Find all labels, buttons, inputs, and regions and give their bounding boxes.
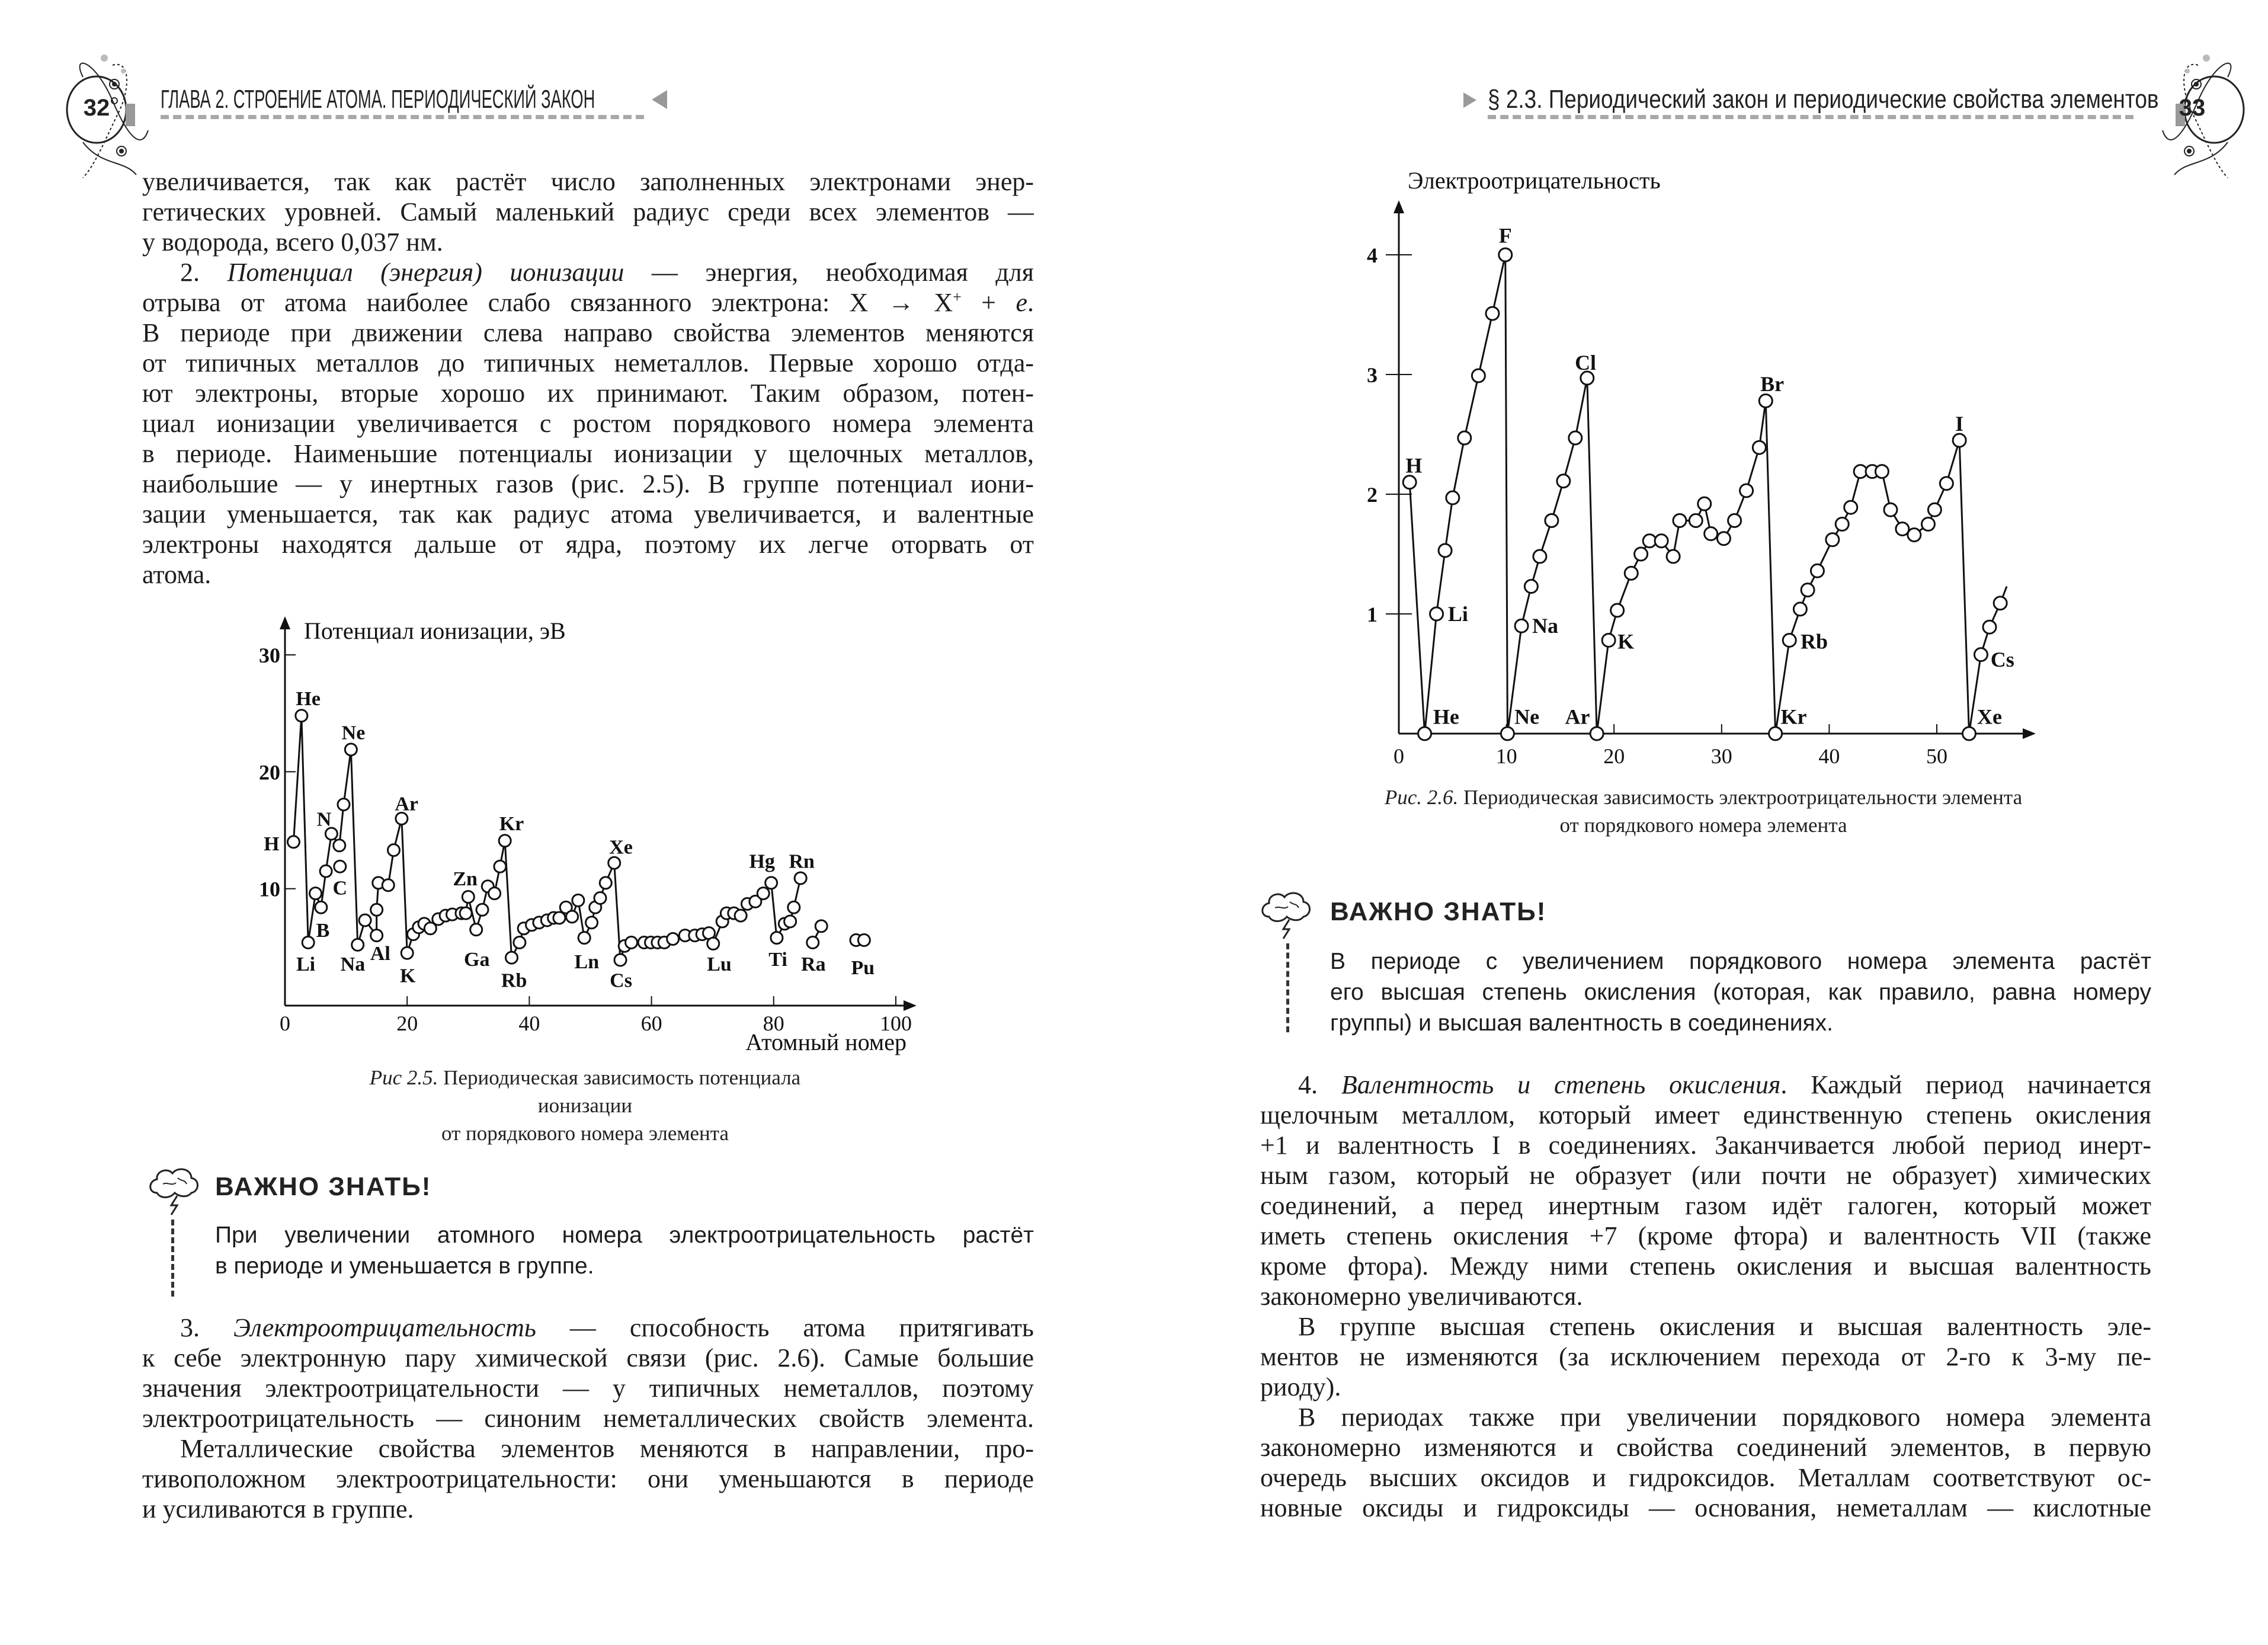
data-point bbox=[815, 920, 827, 932]
text-run: от типичных металлов до типичных неметаллов. Первые хорошо отда- bbox=[142, 348, 1034, 377]
data-point bbox=[795, 872, 806, 884]
text-run: наибольшие — у инертных газов (рис. 2.5). В группе потенциал иони- bbox=[142, 469, 1034, 498]
x-tick-label: 50 bbox=[1926, 744, 1947, 768]
element-label: H bbox=[1405, 453, 1423, 478]
x-tick-label: 0 bbox=[1394, 744, 1404, 768]
data-point bbox=[1728, 514, 1741, 527]
text-line bbox=[1260, 1281, 2151, 1311]
data-point bbox=[1533, 550, 1546, 563]
text-run: +1 и валентность I в соединениях. Заканчивается любой период инерт- bbox=[1260, 1131, 2151, 1160]
data-point bbox=[1667, 550, 1680, 563]
caption-text: Периодическая зависимость электроотрицательности элемента bbox=[1458, 786, 2023, 809]
data-point bbox=[476, 904, 488, 916]
text-run: 2. bbox=[180, 258, 228, 287]
text-line bbox=[215, 1251, 1034, 1282]
data-point bbox=[302, 936, 314, 948]
text-line bbox=[1260, 1311, 2151, 1342]
data-point bbox=[586, 917, 598, 929]
element-label: Lu bbox=[707, 953, 732, 975]
text-run: значения электроотрицательности — у типичных неметаллов, поэтому bbox=[142, 1374, 1034, 1403]
header-divider bbox=[161, 115, 644, 119]
data-point bbox=[614, 954, 626, 966]
running-head: § 2.3. Периодический закон и периодические свойства элементов bbox=[1488, 85, 2159, 114]
data-point bbox=[757, 888, 769, 900]
data-point bbox=[578, 932, 590, 944]
x-axis-arrow-icon bbox=[904, 1000, 917, 1011]
text-run: атома. bbox=[142, 560, 212, 589]
text-run: электроотрицательность — синоним неметаллических свойств элемента. bbox=[142, 1404, 1034, 1433]
text-run: . bbox=[1027, 288, 1034, 317]
data-point bbox=[1557, 475, 1570, 488]
data-point bbox=[1635, 548, 1648, 561]
data-point bbox=[626, 936, 638, 948]
important-text bbox=[215, 1220, 1034, 1282]
caption-line2: от порядкового номера элемента bbox=[1559, 814, 1847, 837]
element-label: Rn bbox=[789, 850, 815, 873]
text-line bbox=[1260, 1462, 2151, 1493]
ionization-chart bbox=[237, 593, 948, 1067]
text-line bbox=[142, 227, 1034, 257]
data-point bbox=[1962, 727, 1975, 740]
data-point bbox=[1689, 514, 1702, 527]
text-line bbox=[1330, 1008, 2151, 1039]
element-label: Li bbox=[1447, 602, 1468, 626]
text-line bbox=[1330, 977, 2151, 1008]
text-run: к себе электронную пару химической связи (рис. 2.6). Самые большие bbox=[142, 1343, 1034, 1372]
text-line bbox=[1260, 1251, 2151, 1281]
data-point bbox=[594, 892, 606, 904]
data-point bbox=[506, 952, 518, 964]
element-label: Li bbox=[296, 953, 316, 975]
data-point bbox=[1844, 501, 1857, 514]
y-tick-label: 4 bbox=[1367, 244, 1378, 267]
data-point bbox=[371, 904, 383, 916]
text-line bbox=[142, 499, 1034, 529]
y-axis-title: Потенциал ионизации, эВ bbox=[304, 617, 566, 644]
text-run: в периоде и уменьшается в группе. bbox=[215, 1253, 594, 1279]
data-point bbox=[707, 937, 719, 949]
text-run: ным газом, который не образует (или почти не образует) химических bbox=[1260, 1161, 2151, 1190]
element-label: Ne bbox=[341, 722, 366, 744]
text-run: — энергия, необходимая для bbox=[624, 258, 1034, 287]
text-run: зации уменьшается, так как радиус атома увеличивается, и валентные bbox=[142, 500, 1034, 529]
element-label: Na bbox=[1532, 614, 1558, 638]
element-label: Ln bbox=[574, 951, 600, 974]
text-run: При увеличении атомного номера электроотрицательность растёт bbox=[215, 1222, 1034, 1248]
data-point bbox=[1486, 307, 1499, 320]
text-run: В периоде с увеличением порядкового номера элемента растёт bbox=[1330, 949, 2151, 974]
data-point bbox=[1740, 484, 1753, 497]
x-tick-label: 40 bbox=[1818, 744, 1840, 768]
text-run: его высшая степень окисления (которая, как правило, равна номеру bbox=[1330, 980, 2151, 1005]
data-point bbox=[345, 744, 357, 756]
data-point bbox=[553, 912, 565, 924]
brain-lightning-icon bbox=[145, 1166, 204, 1297]
data-point bbox=[1921, 518, 1934, 531]
data-point bbox=[315, 901, 327, 913]
text-run: у водорода, всего 0,037 нм. bbox=[142, 228, 443, 257]
header-divider bbox=[1488, 115, 2134, 119]
x-tick-label: 100 bbox=[880, 1012, 912, 1035]
text-line bbox=[142, 559, 1034, 590]
x-tick-label: 30 bbox=[1710, 744, 1732, 768]
caption-text: Периодическая зависимость потенциала ионизации bbox=[438, 1066, 801, 1117]
data-point bbox=[735, 910, 747, 921]
text-line bbox=[142, 348, 1034, 378]
element-label: Xe bbox=[609, 836, 633, 859]
y-tick-label: 3 bbox=[1367, 363, 1378, 387]
triangle-icon bbox=[1463, 92, 1476, 108]
text-run: группы) и высшая валентность в соединениях. bbox=[1330, 1010, 1833, 1036]
x-tick-label: 20 bbox=[1603, 744, 1625, 768]
text-run: ментов не изменяются (за исключением перехода от 2-го к 3-му пе- bbox=[1260, 1342, 2151, 1371]
text-line bbox=[1260, 1100, 2151, 1130]
data-point bbox=[470, 924, 482, 936]
text-line bbox=[142, 1313, 1034, 1343]
data-point bbox=[287, 836, 299, 848]
text-run: увеличивается, так как растёт число заполненных электронами энер- bbox=[142, 167, 1034, 196]
figure-caption bbox=[332, 1064, 838, 1147]
data-point bbox=[489, 888, 501, 900]
important-text bbox=[1330, 946, 2151, 1039]
text-line bbox=[1260, 1372, 2151, 1402]
data-point bbox=[1569, 431, 1582, 444]
text-line bbox=[215, 1220, 1034, 1251]
data-point bbox=[1908, 529, 1921, 542]
element-label: N bbox=[316, 808, 332, 831]
text-line bbox=[142, 529, 1034, 559]
element-label: Ra bbox=[801, 953, 826, 975]
data-point bbox=[460, 907, 472, 919]
y-tick-label: 20 bbox=[259, 760, 280, 785]
text-line bbox=[1260, 1130, 2151, 1160]
element-label: Zn bbox=[453, 868, 478, 890]
important-title: ВАЖНО ЗНАТЬ! bbox=[215, 1172, 432, 1201]
data-point bbox=[1884, 503, 1897, 516]
text-line bbox=[1260, 1342, 2151, 1372]
page-number: 33 bbox=[2179, 95, 2206, 121]
text-line bbox=[1260, 1070, 2151, 1100]
data-point bbox=[1753, 441, 1766, 454]
italic-term: Валентность и степень окисления bbox=[1341, 1070, 1781, 1099]
data-point bbox=[401, 947, 413, 959]
data-point bbox=[352, 939, 364, 950]
element-label: Ne bbox=[1514, 705, 1540, 729]
text-run: новные оксиды и гидроксиды — основания, неметаллам — кислотные bbox=[1260, 1493, 2151, 1522]
data-point bbox=[296, 710, 307, 722]
data-point bbox=[600, 877, 611, 889]
x-tick-label: 20 bbox=[396, 1012, 418, 1035]
data-point bbox=[858, 934, 870, 946]
data-point bbox=[1625, 567, 1638, 580]
text-line bbox=[1330, 946, 2151, 977]
data-point bbox=[1801, 584, 1814, 597]
element-label: Cl bbox=[1575, 350, 1597, 375]
text-line bbox=[1260, 1221, 2151, 1251]
data-point bbox=[788, 901, 800, 913]
data-point bbox=[462, 891, 474, 903]
text-line bbox=[142, 1464, 1034, 1494]
data-point bbox=[1793, 603, 1806, 616]
text-run: . Каждый период начинается bbox=[1780, 1070, 2151, 1099]
body-text-top bbox=[142, 167, 1034, 590]
data-point bbox=[1994, 597, 2007, 610]
text-run: в периоде. Наименьшие потенциалы ионизации у щелочных металлов, bbox=[142, 439, 1034, 468]
italic-term: Потенциал (энергия) ионизации bbox=[227, 258, 624, 287]
y-axis-arrow-icon bbox=[280, 616, 290, 629]
data-point bbox=[1896, 523, 1909, 536]
x-tick-label: 40 bbox=[518, 1012, 540, 1035]
text-line bbox=[1260, 1432, 2151, 1462]
important-divider bbox=[171, 1220, 174, 1297]
text-run: тивоположном электроотрицательности: они уменьшаются в периоде bbox=[142, 1464, 1034, 1493]
data-point bbox=[338, 799, 350, 811]
text-line bbox=[142, 257, 1034, 287]
x-tick-label: 10 bbox=[1495, 744, 1517, 768]
element-label: Cs bbox=[1990, 647, 2014, 671]
data-point bbox=[807, 936, 819, 948]
data-point bbox=[771, 932, 783, 944]
text-run: Металлические свойства элементов меняются в направлении, про- bbox=[180, 1434, 1034, 1463]
text-line bbox=[142, 287, 1034, 318]
text-run: В периодах также при увеличении порядкового номера элемента bbox=[1298, 1403, 2151, 1432]
y-axis-arrow-icon bbox=[1394, 200, 1404, 213]
text-run: В группе высшая степень окисления и высшая валентность эле- bbox=[1298, 1312, 2151, 1341]
data-point bbox=[1940, 477, 1953, 490]
element-label: H bbox=[264, 833, 280, 855]
data-point bbox=[371, 930, 383, 942]
element-label: B bbox=[316, 919, 330, 942]
data-point bbox=[1875, 465, 1888, 478]
data-point bbox=[1446, 491, 1459, 504]
x-tick-label: 60 bbox=[640, 1012, 662, 1035]
element-label: Rb bbox=[501, 969, 527, 992]
series-line bbox=[1410, 255, 2007, 734]
data-point bbox=[667, 933, 679, 945]
text-run: 3. bbox=[180, 1313, 233, 1342]
data-point bbox=[1590, 727, 1603, 740]
text-line bbox=[142, 1403, 1034, 1433]
text-line bbox=[142, 197, 1034, 227]
data-point bbox=[359, 914, 371, 926]
text-line bbox=[142, 1433, 1034, 1464]
text-line bbox=[1260, 1402, 2151, 1432]
data-point bbox=[1759, 394, 1772, 407]
data-point bbox=[334, 860, 346, 872]
data-point bbox=[1974, 648, 1987, 661]
element-label: Ti bbox=[768, 949, 787, 971]
important-title: ВАЖНО ЗНАТЬ! bbox=[1330, 897, 1547, 926]
element-label: Hg bbox=[749, 850, 775, 873]
text-line bbox=[142, 439, 1034, 469]
data-point bbox=[1673, 514, 1686, 527]
element-label: He bbox=[1433, 705, 1459, 729]
text-run: циал ионизации увеличивается с ростом порядкового номера элемента bbox=[142, 409, 1034, 438]
data-point bbox=[1655, 535, 1668, 548]
element-label: Pu bbox=[851, 956, 875, 979]
text-line bbox=[142, 1494, 1034, 1524]
data-point bbox=[1983, 620, 1996, 633]
italic-term: e bbox=[1016, 288, 1027, 317]
element-label: Xe bbox=[1977, 705, 2002, 729]
element-label: Kr bbox=[499, 813, 524, 836]
text-line bbox=[142, 378, 1034, 408]
page-number: 32 bbox=[83, 95, 110, 121]
data-point bbox=[1472, 369, 1485, 382]
data-point bbox=[1501, 727, 1514, 740]
body-text-right bbox=[1260, 1070, 2151, 1523]
italic-term: Электроотрицательность bbox=[233, 1313, 536, 1342]
text-line bbox=[142, 408, 1034, 439]
text-line bbox=[142, 1373, 1034, 1403]
data-point bbox=[608, 857, 620, 869]
data-point bbox=[499, 835, 511, 847]
text-run: закономерно изменяются и свойства соединений элементов, в первую bbox=[1260, 1433, 2151, 1462]
element-label: Ar bbox=[1565, 705, 1590, 729]
text-run: гетических уровней. Самый маленький радиус среди всех элементов — bbox=[142, 197, 1034, 226]
data-point bbox=[1835, 518, 1849, 531]
running-head: ГЛАВА 2. СТРОЕНИЕ АТОМА. ПЕРИОДИЧЕСКИЙ ЗАКОН bbox=[161, 85, 595, 114]
element-label: Ar bbox=[395, 793, 418, 815]
data-point bbox=[1430, 607, 1443, 620]
element-label: C bbox=[332, 877, 348, 900]
element-label: K bbox=[1617, 629, 1635, 654]
text-line bbox=[1260, 1190, 2151, 1221]
x-axis-arrow-icon bbox=[2023, 728, 2036, 739]
text-run: + bbox=[961, 288, 1016, 317]
text-run: 4. bbox=[1298, 1070, 1341, 1099]
element-label: Kr bbox=[1780, 705, 1807, 729]
data-point bbox=[1418, 727, 1431, 740]
y-tick-label: 2 bbox=[1367, 483, 1378, 507]
text-run: риоду). bbox=[1260, 1372, 1341, 1401]
element-label: K bbox=[400, 965, 416, 987]
data-point bbox=[1458, 431, 1471, 444]
y-axis-title: Электроотрицательность bbox=[1408, 167, 1661, 194]
data-point bbox=[572, 894, 584, 906]
element-label: Rb bbox=[1800, 629, 1828, 654]
data-point bbox=[1811, 564, 1824, 577]
data-point bbox=[1439, 544, 1452, 557]
data-point bbox=[1769, 727, 1782, 740]
text-line bbox=[1260, 1493, 2151, 1523]
text-line bbox=[142, 1343, 1034, 1373]
text-run: иметь степень окисления +7 (кроме фтора) и валентность VII (также bbox=[1260, 1221, 2151, 1250]
text-run: и усиливаются в группе. bbox=[142, 1494, 414, 1524]
text-line bbox=[142, 318, 1034, 348]
y-tick-label: 30 bbox=[259, 644, 280, 668]
element-label: Br bbox=[1760, 372, 1785, 396]
data-point bbox=[334, 840, 345, 852]
data-point bbox=[1928, 503, 1941, 516]
text-run: очередь высших оксидов и гидроксидов. Металлам соответствуют ос- bbox=[1260, 1463, 2151, 1492]
data-point bbox=[1826, 533, 1839, 546]
element-label: Cs bbox=[610, 969, 632, 992]
superscript: + bbox=[953, 288, 962, 306]
element-label: Al bbox=[370, 943, 390, 965]
data-point bbox=[1698, 497, 1711, 510]
triangle-icon bbox=[652, 90, 667, 109]
electronegativity-chart bbox=[1303, 154, 2074, 794]
x-tick-label: 0 bbox=[280, 1012, 290, 1035]
data-point bbox=[320, 865, 332, 877]
text-run: кроме фтора). Между ними степень окисления и высшая валентность bbox=[1260, 1252, 2151, 1281]
element-label: F bbox=[1498, 223, 1512, 248]
text-line bbox=[1260, 1160, 2151, 1190]
x-tick-label: 80 bbox=[763, 1012, 784, 1035]
data-point bbox=[382, 879, 394, 891]
data-point bbox=[514, 936, 526, 948]
y-tick-label: 1 bbox=[1367, 603, 1378, 626]
figure-caption bbox=[1303, 783, 2103, 839]
element-label: Ga bbox=[464, 949, 490, 971]
text-run: — способность атома притягивать bbox=[536, 1313, 1034, 1342]
data-point bbox=[1705, 527, 1718, 540]
data-point bbox=[388, 844, 400, 856]
element-label: I bbox=[1955, 411, 1964, 436]
element-label: Na bbox=[340, 953, 366, 975]
data-point bbox=[1545, 514, 1558, 527]
text-run: соединений, а перед инертным газом идёт галоген, который может bbox=[1260, 1191, 2151, 1220]
text-run: щелочным металлом, который имеет единственную степень окисления bbox=[1260, 1100, 2151, 1129]
data-point bbox=[1499, 248, 1512, 261]
data-point bbox=[1611, 604, 1624, 617]
text-line bbox=[142, 469, 1034, 499]
data-point bbox=[1515, 619, 1528, 632]
data-point bbox=[784, 916, 796, 927]
caption-line2: от порядкового номера элемента bbox=[441, 1122, 729, 1145]
caption-label: Рис 2.5. bbox=[369, 1066, 438, 1089]
data-point bbox=[1524, 580, 1537, 593]
data-point bbox=[765, 877, 777, 889]
important-divider bbox=[1286, 943, 1289, 1032]
text-line bbox=[142, 167, 1034, 197]
data-point bbox=[310, 888, 322, 900]
text-run: электроны находятся дальше от ядра, поэтому их легче оторвать от bbox=[142, 530, 1034, 559]
text-run: В периоде при движении слева направо свойства элементов меняются bbox=[142, 318, 1034, 347]
text-run: ют электроны, вторые хорошо их принимают. Таким образом, потен- bbox=[142, 379, 1034, 408]
text-run: закономерно увеличиваются. bbox=[1260, 1282, 1583, 1311]
caption-label: Рис. 2.6. bbox=[1384, 786, 1459, 809]
text-run: отрыва от атома наиболее слабо связанного электрона: X → X bbox=[142, 288, 953, 317]
x-axis-title: Атомный номер bbox=[745, 1029, 906, 1055]
data-point bbox=[1953, 434, 1966, 447]
data-point bbox=[1783, 633, 1796, 647]
data-point bbox=[494, 860, 506, 872]
data-point bbox=[1717, 532, 1730, 545]
data-point bbox=[566, 911, 578, 923]
data-point bbox=[1602, 633, 1615, 647]
body-text-bottom bbox=[142, 1313, 1034, 1524]
element-label: He bbox=[296, 688, 321, 711]
y-tick-label: 10 bbox=[259, 877, 280, 901]
data-point bbox=[1403, 476, 1416, 489]
